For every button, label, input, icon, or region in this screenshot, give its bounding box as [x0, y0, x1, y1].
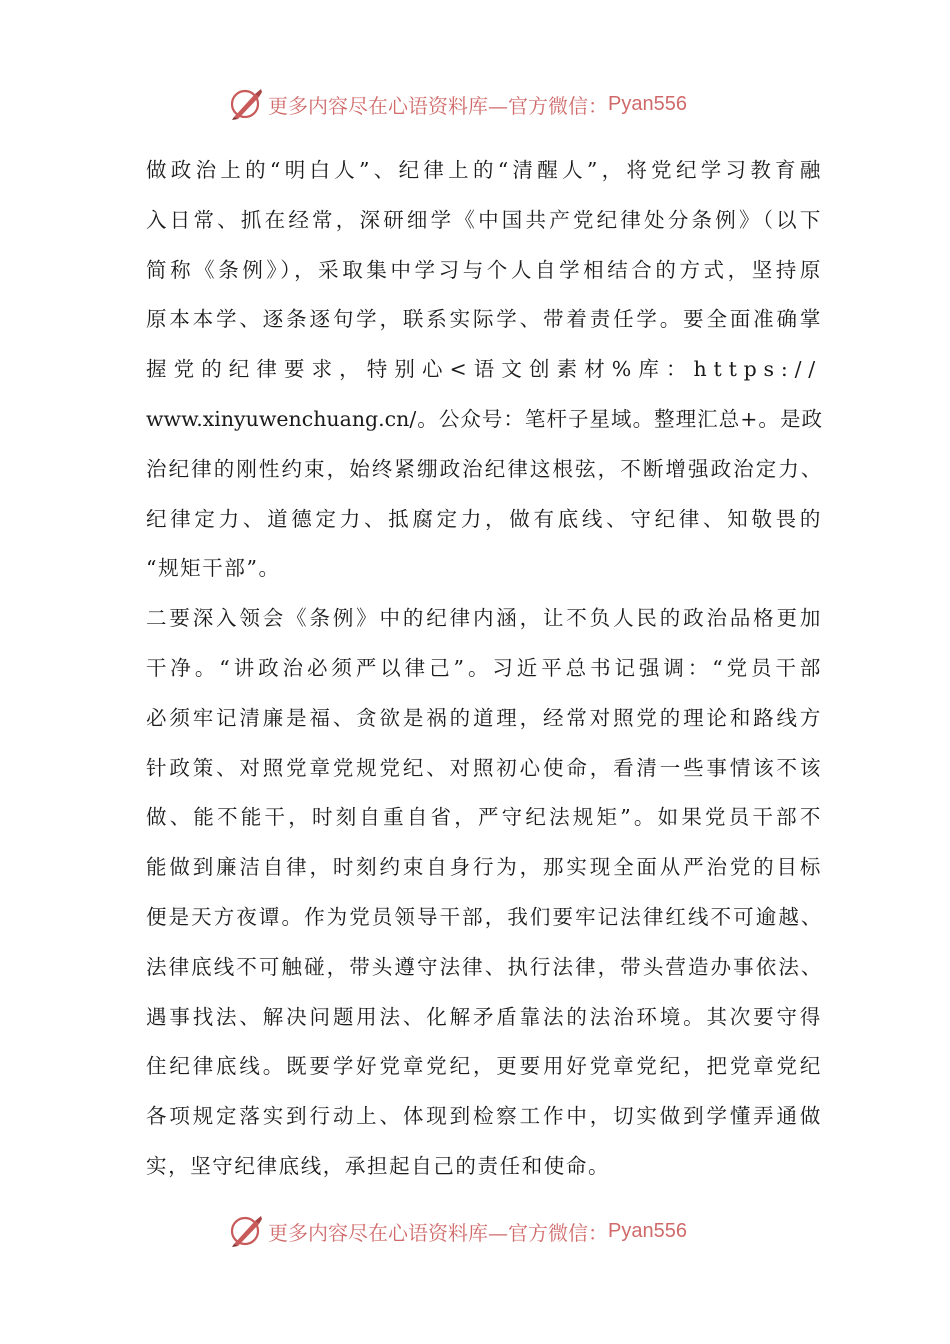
body-line: 二要深入领会《条例》中的纪律内涵，让不负人民的政治品格更加: [146, 606, 822, 631]
pen-logo-icon: [228, 1213, 264, 1249]
body-line: 实，坚守纪律底线，承担起自己的责任和使命。: [146, 1153, 611, 1178]
pen-logo-icon: [228, 86, 264, 122]
body-line: 入日常、抓在经常，深研细学《中国共产党纪律处分条例》（以下: [146, 207, 822, 232]
body-line: 便是天方夜谭。作为党员领导干部，我们要牢记法律红线不可逾越、: [146, 904, 822, 929]
footer-banner: [228, 1211, 748, 1251]
header-wechat-id: Pyan556: [608, 92, 687, 115]
body-line: 治纪律的刚性约束，始终紧绷政治纪律这根弦，不断增强政治定力、: [146, 456, 822, 481]
body-line: www.xinyuwenchuang.cn/。公众号：笔杆子星域。整理汇总+。是政: [146, 406, 822, 431]
document-body: [146, 146, 822, 1192]
body-line: 能做到廉洁自律，时刻约束自身行为，那实现全面从严治党的目标: [146, 855, 822, 880]
body-line: 原本本学、逐条逐句学，联系实际学、带着责任学。要全面准确掌: [146, 307, 822, 332]
body-line: 简称《条例》），采取集中学习与个人自学相结合的方式，坚持原: [146, 257, 822, 282]
body-line: 各项规定落实到行动上、体现到检察工作中，切实做到学懂弄通做: [146, 1104, 822, 1129]
body-line: 必须牢记清廉是福、贪欲是祸的道理，经常对照党的理论和路线方: [146, 705, 822, 730]
body-line: 握党的纪律要求，特别心<语文创素材%库：https://: [146, 357, 822, 382]
footer-wechat-id: Pyan556: [608, 1219, 687, 1242]
body-line: 住纪律底线。既要学好党章党纪，更要用好党章党纪，把党章党纪: [146, 1054, 822, 1079]
body-line: 法律底线不可触碰，带头遵守法律、执行法律，带头营造办事依法、: [146, 954, 822, 979]
header-banner-text: 更多内容尽在心语资料库—官方微信：: [268, 93, 608, 118]
header-banner: [228, 84, 748, 124]
body-line: 做政治上的“明白人”、纪律上的“清醒人”，将党纪学习教育融: [146, 158, 822, 182]
footer-banner-text: 更多内容尽在心语资料库—官方微信：: [268, 1220, 608, 1245]
body-line: 针政策、对照党章党规党纪、对照初心使命，看清一些事情该不该: [146, 755, 822, 780]
body-line: 做、能不能干，时刻自重自省，严守纪法规矩”。如果党员干部不: [146, 805, 822, 830]
body-line: 遇事找法、解决问题用法、化解矛盾靠法的法治环境。其次要守得: [146, 1004, 822, 1029]
body-line: 纪律定力、道德定力、抵腐定力，做有底线、守纪律、知敬畏的: [146, 506, 822, 531]
body-line: “规矩干部”。: [146, 556, 281, 581]
body-line: 干净。“讲政治必须严以律己”。习近平总书记强调：“党员干部: [146, 655, 822, 680]
